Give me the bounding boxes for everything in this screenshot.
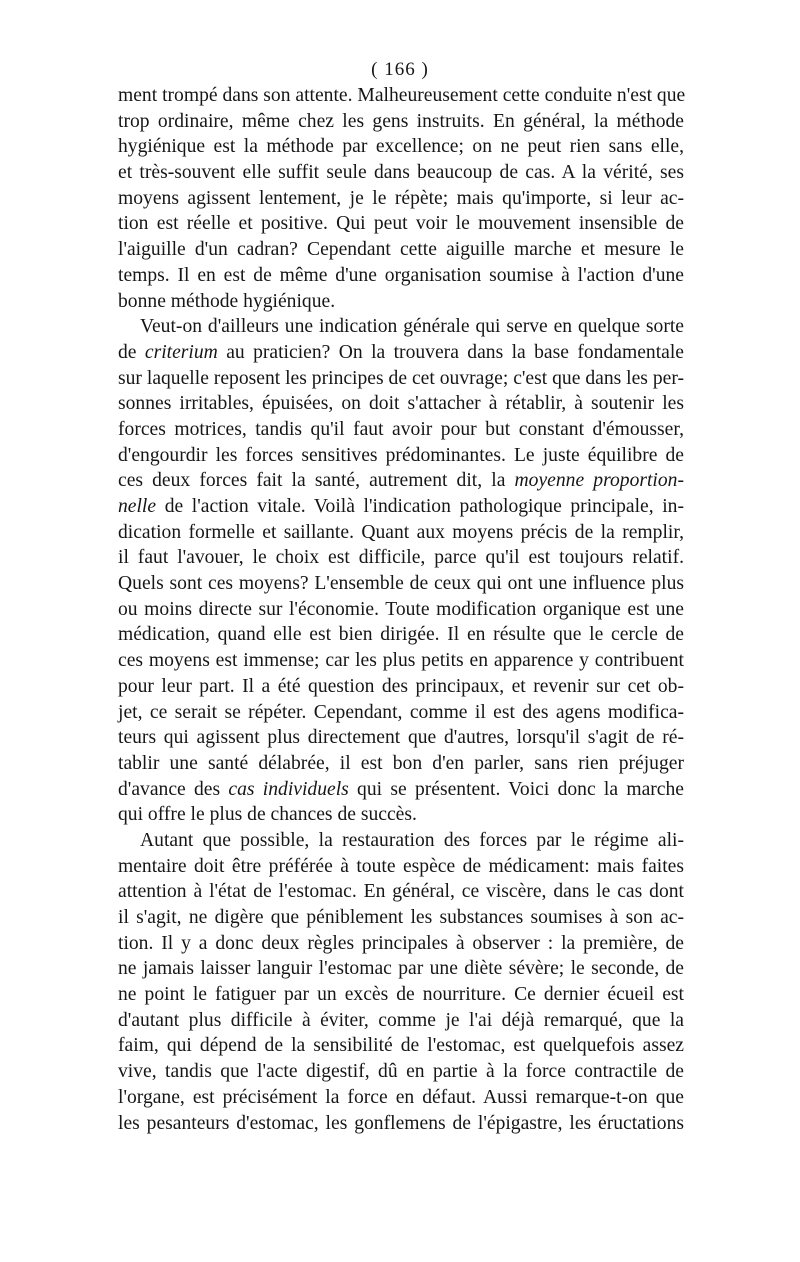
text-line — [118, 700, 684, 726]
line-text: ces deux forces fait la santé, autrement dit, la — [118, 470, 515, 492]
text-line — [118, 160, 684, 186]
line-text: qui offre le plus de chances de succès. — [118, 804, 417, 826]
line-text: d'engourdir les forces sensitives prédominantes. Le juste équilibre de — [118, 444, 684, 466]
text-line — [118, 571, 684, 597]
text-line — [118, 211, 684, 237]
line-text: ment trompé dans son attente. Malheureusement cette conduite n'est que — [118, 85, 686, 106]
text-line — [118, 263, 684, 289]
line-text: teurs qui agissent plus directement que d'autres, lorsqu'il s'agit de ré- — [118, 727, 684, 749]
text-line — [118, 314, 684, 340]
text-line — [118, 134, 684, 160]
text-line — [118, 751, 684, 777]
text-line — [118, 520, 684, 546]
text-line — [118, 622, 684, 648]
text-line — [118, 648, 684, 674]
text-line — [118, 366, 684, 392]
italic-text: nelle — [118, 496, 157, 517]
line-text: sonnes irritables, épuisées, on doit s'attacher à rétablir, à soutenir les — [118, 393, 684, 415]
line-text: ne point le fatiguer par un excès de nourriture. Ce dernier écueil est — [118, 984, 684, 1006]
text-line — [118, 597, 684, 623]
line-text: et très-souvent elle suffit seule dans beaucoup de cas. A la vérité, ses — [118, 162, 684, 184]
line-text: il s'agit, ne digère que péniblement les substances soumises à son ac- — [118, 907, 684, 928]
italic-text: moyenne proportion- — [514, 470, 684, 492]
text-line — [118, 391, 684, 417]
text-line — [118, 1111, 684, 1137]
text-line — [118, 494, 684, 520]
text-line — [118, 1059, 684, 1085]
line-text: dication formelle et saillante. Quant aux moyens précis de la remplir, — [118, 521, 684, 543]
line-text: ne jamais laisser languir l'estomac par une diète sévère; le seconde, de — [118, 958, 684, 980]
text-line — [118, 83, 684, 109]
text-line — [118, 956, 684, 982]
line-text: d'autant plus difficile à éviter, comme je l'ai déjà remarqué, que la — [118, 1009, 684, 1031]
line-text: l'aiguille d'un cadran? Cependant cette aiguille marche et mesure le — [118, 239, 684, 261]
line-text: de — [118, 341, 145, 363]
line-text: pour leur part. Il a été question des principaux, et revenir sur cet ob- — [118, 675, 684, 697]
line-text: hygiénique est la méthode par excellence; on ne peut rien sans elle, — [118, 136, 684, 158]
line-text: de l'action vitale. Voilà l'indication pathologique principale, in- — [156, 496, 684, 517]
line-text: temps. Il en est de même d'une organisation soumise à l'action d'une — [118, 264, 684, 286]
line-text: forces motrices, tandis qu'il faut avoir pour but constant d'émousser, — [118, 418, 684, 440]
text-line — [118, 417, 684, 443]
italic-text: cas individuels — [228, 778, 349, 800]
line-text: ou moins directe sur l'économie. Toute modification organique est une — [118, 598, 684, 620]
text-line — [118, 1033, 684, 1059]
line-text: Quels sont ces moyens? L'ensemble de ceux qui ont une influence plus — [118, 573, 684, 595]
text-line — [118, 802, 684, 828]
text-line — [118, 931, 684, 957]
line-text: moyens agissent lentement, je le répète; mais qu'importe, si leur ac- — [118, 187, 684, 209]
line-text: faim, qui dépend de la sensibilité de l'estomac, est quelquefois assez — [118, 1035, 684, 1057]
line-text: médication, quand elle est bien dirigée. Il en résulte que le cercle de — [118, 624, 684, 646]
text-line — [118, 443, 684, 469]
text-line — [118, 186, 684, 212]
text-line — [118, 982, 684, 1008]
line-text: tion. Il y a donc deux règles principales à observer : la première, de — [118, 932, 684, 954]
text-line — [118, 879, 684, 905]
line-text: Autant que possible, la restauration des forces par le régime ali- — [140, 829, 684, 851]
text-line — [118, 1085, 684, 1111]
text-line — [118, 468, 684, 494]
line-text: vive, tandis que l'acte digestif, dû en partie à la force contractile de — [118, 1061, 684, 1083]
text-line — [118, 905, 684, 931]
line-text: mentaire doit être préférée à toute espèce de médicament: mais faites — [118, 855, 684, 877]
line-text: tablir une santé délabrée, il est bon d'en parler, sans rien préjuger — [118, 752, 684, 774]
line-text: qui se présentent. Voici donc la marche — [348, 778, 684, 800]
body-text — [118, 83, 684, 1136]
text-line — [118, 289, 684, 315]
line-text: il faut l'avouer, le choix est difficile, parce qu'il est toujours relatif. — [118, 547, 684, 569]
line-text: trop ordinaire, même chez les gens instruits. En général, la méthode — [118, 110, 684, 132]
text-line — [118, 828, 684, 854]
text-line — [118, 854, 684, 880]
text-line — [118, 545, 684, 571]
line-text: au praticien? On la trouvera dans la base fondamentale — [217, 341, 684, 363]
text-line — [118, 109, 684, 135]
line-text: jet, ce serait se répéter. Cependant, comme il est des agens modifica- — [118, 701, 684, 723]
line-text: Veut-on d'ailleurs une indication générale qui serve en quelque sorte — [140, 316, 684, 338]
line-text: tion est réelle et positive. Qui peut voir le mouvement insensible de — [118, 213, 684, 235]
text-line — [118, 777, 684, 803]
line-text: ces moyens est immense; car les plus petits en apparence y contribuent — [118, 650, 684, 672]
line-text: sur laquelle reposent les principes de cet ouvrage; c'est que dans les per- — [118, 367, 684, 389]
line-text: d'avance des — [118, 778, 229, 800]
line-text: les pesanteurs d'estomac, les gonflemens de l'épigastre, les éructations — [118, 1112, 684, 1134]
text-line — [118, 725, 684, 751]
line-text: attention à l'état de l'estomac. En général, ce viscère, dans le cas dont — [118, 881, 684, 903]
italic-text: criterium — [144, 341, 218, 363]
text-line — [118, 1008, 684, 1034]
text-line — [118, 340, 684, 366]
page-number: ( 166 ) — [371, 59, 429, 80]
line-text: bonne méthode hygiénique. — [118, 290, 336, 312]
text-line — [118, 237, 684, 263]
line-text: l'organe, est précisément la force en défaut. Aussi remarque-t-on que — [118, 1086, 684, 1108]
text-line — [118, 674, 684, 700]
